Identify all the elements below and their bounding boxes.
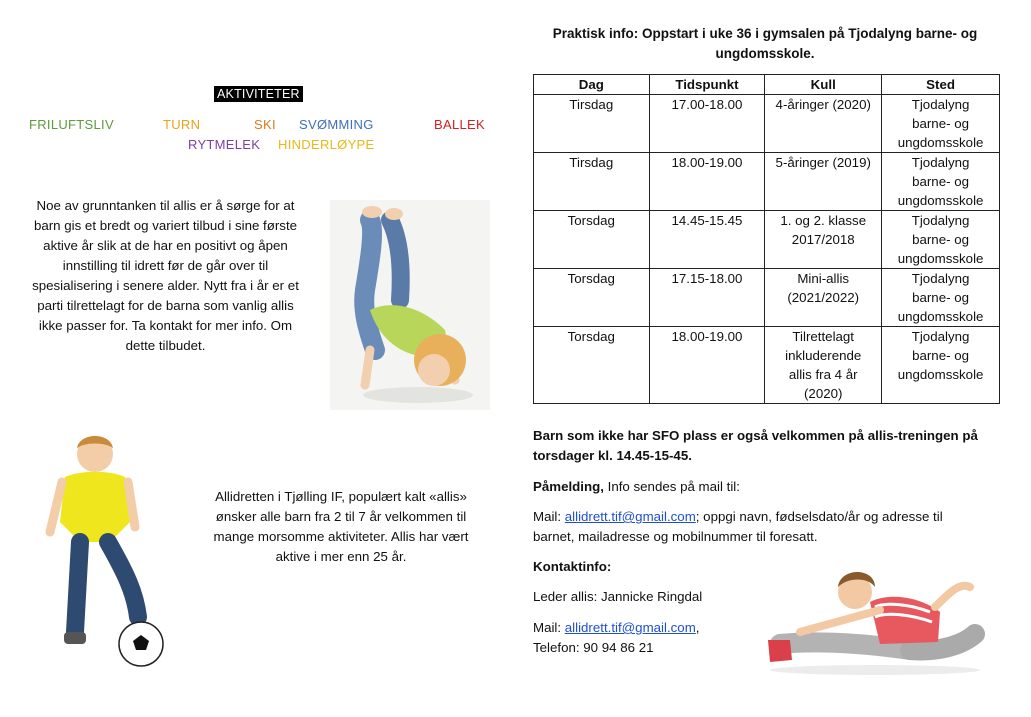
sted-line: ungdomsskole <box>897 367 984 382</box>
mail-instructions <box>533 507 1013 547</box>
child-handstand-photo <box>330 200 490 410</box>
about-line: Allidretten i Tjølling IF, populært kalt «allis» <box>215 489 467 504</box>
intro-line: barn gis et bredt og variert tilbud i sine første <box>33 218 298 233</box>
cell-kull <box>765 269 882 327</box>
cell-dag: Torsdag <box>534 327 650 404</box>
cell-kull <box>765 327 882 404</box>
cell-kull <box>765 211 882 269</box>
table-row <box>534 95 1000 153</box>
cell-tid: 17.15-18.00 <box>649 269 765 327</box>
table-row <box>534 327 1000 404</box>
activity-rytmelek: RYTMELEK <box>188 137 261 152</box>
email-link[interactable]: allidrett.tif@gmail.com <box>564 509 696 524</box>
email-link-contact[interactable]: allidrett.tif@gmail.com <box>564 620 696 635</box>
sted-line: Tjodalyng <box>911 97 970 112</box>
table-row <box>534 269 1000 327</box>
boy-football-photo <box>40 432 170 672</box>
header-kull: Kull <box>765 75 882 95</box>
sted-line: Tjodalyng <box>911 271 970 286</box>
pamelding-text: Info sendes på mail til: <box>603 479 740 494</box>
activity-ballek: BALLEK <box>434 117 485 132</box>
sted-line: barne- og <box>912 174 970 189</box>
cell-tid: 14.45-15.45 <box>649 211 765 269</box>
sted-line: ungdomsskole <box>897 309 984 324</box>
cell-sted <box>882 153 1000 211</box>
about-line: mange morsomme aktiviteter. Allis har vært <box>213 529 469 544</box>
kull-line: allis fra 4 år <box>788 367 858 382</box>
sted-line: ungdomsskole <box>897 135 984 150</box>
about-line: ønsker alle barn fra 2 til 7 år velkommen til <box>215 509 467 524</box>
kull-line: Tilrettelagt <box>792 329 855 344</box>
cell-kull <box>765 95 882 153</box>
intro-line: ikke passer for. Ta kontakt for mer info. Om <box>38 318 293 333</box>
activities-title: AKTIVITETER <box>214 86 303 102</box>
info-title-line: ungdomsskole. <box>715 46 815 61</box>
cell-sted <box>882 269 1000 327</box>
cell-dag: Torsdag <box>534 269 650 327</box>
sted-line: ungdomsskole <box>897 251 984 266</box>
sted-line: Tjodalyng <box>911 155 970 170</box>
activity-friluftsliv: FRILUFTSLIV <box>29 117 114 132</box>
kull-line: 4-åringer (2020) <box>775 97 871 112</box>
cell-sted <box>882 211 1000 269</box>
cell-kull <box>765 153 882 211</box>
cell-dag: Tirsdag <box>534 95 650 153</box>
kull-line: (2021/2022) <box>787 290 860 305</box>
pamelding-line <box>533 477 740 497</box>
kull-line: inkluderende <box>785 348 862 363</box>
mail2-label: Mail: <box>533 620 565 635</box>
kull-line: 1. og 2. klasse <box>780 213 867 228</box>
kull-line: 2017/2018 <box>791 232 855 247</box>
info-title-line: Praktisk info: Oppstart i uke 36 i gymsalen på Tjodalyng barne- og <box>552 26 978 41</box>
mail2-suffix: , <box>695 620 700 635</box>
cell-dag: Torsdag <box>534 211 650 269</box>
intro-line: aktive år slik at de har en positivt og åpen <box>43 238 288 253</box>
intro-line: parti tilrettelagt for de barna som vanlig allis <box>37 298 294 313</box>
kontakt-title: Kontaktinfo: <box>533 559 612 574</box>
activity-svomming: SVØMMING <box>299 117 374 132</box>
contact-mail-line <box>533 618 699 638</box>
mail-rest: ; oppgi navn, fødselsdato/år og adresse til <box>695 509 943 524</box>
header-tidspunkt: Tidspunkt <box>649 75 765 95</box>
sfo-line: torsdager kl. 14.45-15-45. <box>533 448 692 463</box>
table-row <box>534 211 1000 269</box>
intro-line: dette tilbudet. <box>125 338 206 353</box>
table-header-row <box>534 75 1000 95</box>
sted-line: Tjodalyng <box>911 213 970 228</box>
girl-stretching-photo <box>760 562 985 677</box>
schedule-table <box>533 74 1000 404</box>
pamelding-label: Påmelding, <box>533 479 604 494</box>
mail-label: Mail: <box>533 509 565 524</box>
activity-hinderloype: HINDERLØYPE <box>278 137 375 152</box>
sted-line: ungdomsskole <box>897 193 984 208</box>
cell-sted <box>882 95 1000 153</box>
cell-tid: 18.00-19.00 <box>649 153 765 211</box>
sted-line: barne- og <box>912 116 970 131</box>
sted-line: barne- og <box>912 232 970 247</box>
cell-sted <box>882 327 1000 404</box>
intro-line: innstilling til idrett før de går over til <box>62 258 269 273</box>
activity-ski: SKI <box>254 117 276 132</box>
intro-paragraph <box>18 196 313 356</box>
sted-line: Tjodalyng <box>911 329 970 344</box>
about-paragraph <box>196 487 486 567</box>
kull-line: Mini-allis <box>797 271 850 286</box>
table-row <box>534 153 1000 211</box>
header-sted: Sted <box>882 75 1000 95</box>
intro-line: Noe av grunntanken til allis er å sørge for at <box>36 198 295 213</box>
sfo-notice <box>533 426 1013 466</box>
mail-rest-line2: barnet, mailadresse og mobilnummer til foresatt. <box>533 529 818 544</box>
about-line: aktive i mer enn 25 år. <box>275 549 407 564</box>
intro-line: spesialisering i senere alder. Nytt fra i år er et <box>32 278 299 293</box>
telefon-line: Telefon: 90 94 86 21 <box>533 640 654 655</box>
cell-tid: 17.00-18.00 <box>649 95 765 153</box>
activity-turn: TURN <box>163 117 201 132</box>
kull-line: (2020) <box>804 386 843 401</box>
practical-info-title <box>540 24 990 64</box>
cell-dag: Tirsdag <box>534 153 650 211</box>
leder-line: Leder allis: Jannicke Ringdal <box>533 589 703 604</box>
header-dag: Dag <box>534 75 650 95</box>
cell-tid: 18.00-19.00 <box>649 327 765 404</box>
sted-line: barne- og <box>912 348 970 363</box>
sfo-line: Barn som ikke har SFO plass er også velkommen på allis-treningen på <box>533 428 978 443</box>
kull-line: 5-åringer (2019) <box>775 155 871 170</box>
sted-line: barne- og <box>912 290 970 305</box>
